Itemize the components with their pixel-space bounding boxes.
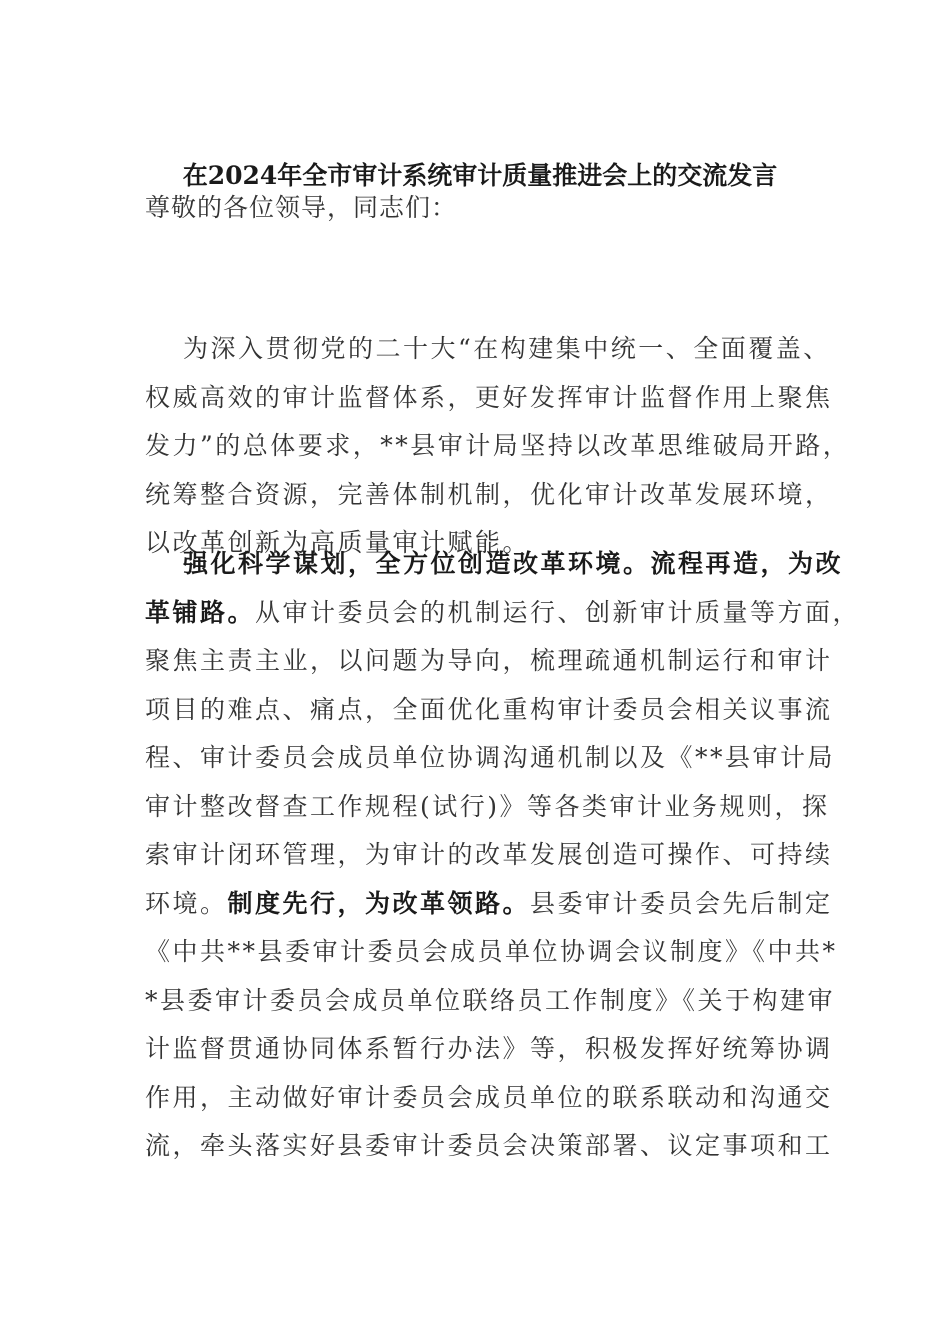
text-line: 作用，主动做好审计委员会成员单位的联系联动和沟通交 [145, 1082, 833, 1112]
section-heading: 强化科学谋划，全方位创造改革环境。流程再造，为改 [183, 549, 844, 578]
text-line: 权威高效的审计监督体系，更好发挥审计监督作用上聚焦 [145, 382, 833, 412]
text-segment: 环境。 [145, 888, 228, 918]
text-line: 《中共**县委审计委员会成员单位协调会议制度》《中共* [145, 937, 838, 966]
text-line: 为深入贯彻党的二十大“在构建集中统一、全面覆盖、 [183, 334, 831, 363]
text-line: 发力”的总体要求，**县审计局坚持以改革思维破局开路， [145, 431, 851, 460]
paragraph-intro [145, 325, 851, 568]
section-heading-continued: 革铺路。 [145, 597, 256, 627]
text-segment: 从审计委员会的机制运行、创新审计质量等方面， [255, 597, 861, 627]
paragraph-reform [145, 540, 861, 1171]
text-line: 流，牵头落实好县委审计委员会决策部署、议定事项和工 [145, 1131, 833, 1160]
text-line: 统筹整合资源，完善体制机制，优化审计改革发展环境， [145, 479, 833, 509]
text-line: 索审计闭环管理，为审计的改革发展创造可操作、可持续 [145, 840, 833, 869]
text-line [145, 589, 861, 638]
salutation: 尊敬的各位领导，同志们： [145, 193, 458, 222]
text-line: *县委审计委员会成员单位联络员工作制度》《关于构建审 [145, 985, 836, 1015]
text-segment: 县委审计委员会先后制定 [530, 888, 833, 918]
text-line [145, 880, 833, 929]
text-line: 审计整改督查工作规程(试行)》等各类审计业务规则，探 [145, 791, 830, 821]
text-line: 聚焦主责主业，以问题为导向，梳理疏通机制运行和审计 [145, 646, 833, 675]
document-title: 在2024年全市审计系统审计质量推进会上的交流发言 [182, 161, 778, 190]
subsection-heading: 制度先行，为改革领路。 [227, 888, 531, 918]
text-line: 程、审计委员会成员单位协调沟通机制以及《**县审计局 [145, 743, 836, 772]
text-line: 计监督贯通协同体系暂行办法》等，积极发挥好统筹协调 [145, 1034, 833, 1063]
text-line: 项目的难点、痛点，全面优化重构审计委员会相关议事流 [145, 694, 833, 724]
text-line: 以改革创新为高质量审计赋能。 [145, 528, 531, 557]
